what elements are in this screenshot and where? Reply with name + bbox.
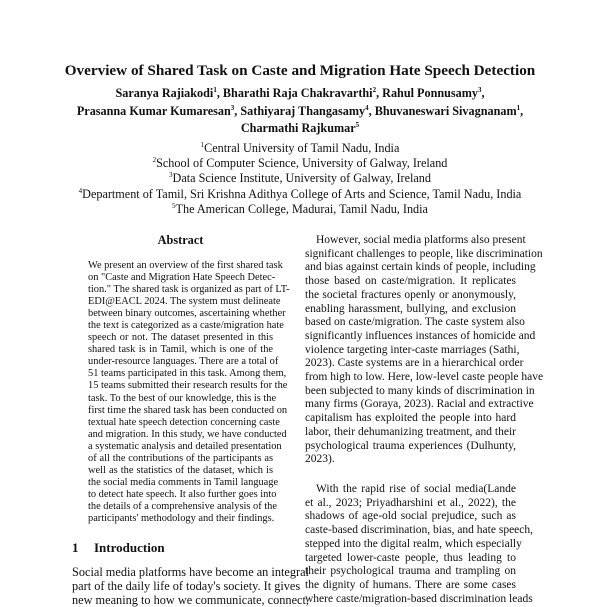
- affiliation: [20, 141, 580, 156]
- text-line: significant challenges to people, like discrimination: [305, 247, 543, 260]
- affiliation: [20, 171, 580, 186]
- text-line: We present an overview of the first shared task: [88, 260, 283, 271]
- text-line: part of the daily life of today's society. It gives: [72, 579, 301, 593]
- text-line: However, social media platforms also present: [316, 234, 526, 246]
- text-line: participants' methodology and their findings.: [88, 512, 275, 524]
- text-line: 2023).: [305, 453, 335, 466]
- affiliation-marker: 1: [213, 85, 217, 94]
- section-number: 1: [72, 540, 79, 555]
- section-heading-introduction: [72, 540, 165, 556]
- author-line: Prasanna Kumar Kumaresan$^3$, Sathiyaraj Thangasamy$^4$, Bhuvaneswari Sivagnanam$^1$,: [76, 103, 524, 118]
- author-name: Saranya Rajiakodi: [115, 86, 214, 100]
- text-line: first time the shared task has been conducted on: [88, 404, 288, 416]
- text-line: capitalism has exploited the people into hard: [305, 412, 516, 425]
- text-line: of all the contributions of the participants as: [88, 452, 273, 464]
- author-name: Prasanna Kumar Kumaresan: [76, 103, 231, 118]
- text-line: With the rapid rise of social media(Lande: [316, 483, 516, 495]
- text-line: under-resource languages. There are a total of: [88, 356, 279, 368]
- affiliation-marker: 1: [516, 103, 521, 112]
- affiliation-marker: 2: [372, 85, 377, 94]
- right-column-paragraph-1: [305, 234, 544, 467]
- affiliation-marker: 4: [365, 103, 369, 112]
- text-line: enabling harassment, bullying, and exclusion: [305, 302, 516, 315]
- text-line: EDI@EACL 2024. The system must delineate: [88, 296, 281, 308]
- author-line: Saranya Rajiakodi$^1$, Bharathi Raja Chakravarthi$^2$, Rahul Ponnusamy$^3$,: [115, 85, 485, 100]
- text-line: from high to low. Here, low-level caste people have: [305, 371, 544, 384]
- text-line: the details of a comprehensive analysis of the: [88, 500, 277, 512]
- text-line: many firms (Goraya, 2023). Racial and extractive: [305, 398, 534, 411]
- text-line: where caste/migration-based discrimination leads: [305, 592, 533, 605]
- affiliation: [20, 156, 580, 171]
- affiliation-marker: 5: [355, 120, 360, 129]
- text-line: caste-based discrimination, bias, and hate speech,: [305, 524, 534, 537]
- section-title: Introduction: [94, 540, 165, 555]
- affiliation-marker: 1: [200, 140, 205, 149]
- abstract-body: [88, 260, 290, 525]
- text-line: the dignity of humans. There are some cases: [305, 578, 516, 591]
- affiliation-list: [20, 141, 580, 217]
- author-name: Rahul Ponnusamy: [382, 86, 478, 100]
- text-line: between binary outcomes, ascertaining whether: [88, 308, 286, 320]
- affiliation-marker: 3: [169, 171, 173, 180]
- affiliation-marker: 3: [478, 85, 482, 94]
- text-line: targeted lower-caste people, thus leading to: [305, 551, 516, 564]
- paper-title: Overview of Shared Task on Caste and Migration Hate Speech Detection: [64, 62, 536, 79]
- text-line: speech or not. The dataset presented in this: [88, 332, 273, 344]
- introduction-body: [72, 565, 309, 607]
- text-line: to detect hate speech. It also further goes into: [88, 488, 277, 500]
- text-line: labor, their dehumanizing treatment, and their: [305, 425, 516, 438]
- text-line: the societal fractures openly or anonymously,: [305, 288, 516, 301]
- author-name: Bharathi Raja Chakravarthi: [222, 86, 373, 100]
- text-line: a systematic analysis and detailed presentation: [88, 440, 282, 452]
- text-line: on "Caste and Migration Hate Speech Detec-: [88, 272, 276, 284]
- text-line: been subjected to many kinds of discrimination in: [305, 384, 535, 397]
- text-line: 51 teams participated in this task. Among them,: [88, 368, 287, 380]
- text-line: task. To the best of our knowledge, this is the: [88, 392, 277, 404]
- affiliation-marker: 3: [230, 103, 235, 112]
- text-line: 2023). Caste systems are in a hierarchical order: [305, 357, 524, 370]
- text-line: tion." The shared task is organized as part of LT-: [88, 284, 290, 296]
- text-line: psychological trauma experiences (Dulhunty,: [305, 439, 516, 452]
- text-line: textual hate speech detection concerning caste: [88, 416, 280, 428]
- text-line: and migration. In this study, we have conducted: [88, 428, 287, 440]
- text-line: new meaning to how we communicate, connect,: [72, 593, 309, 607]
- affiliation: [20, 187, 580, 202]
- author-name: Bhuvaneswari Sivagnanam: [374, 103, 517, 118]
- affiliation-marker: 4: [78, 186, 83, 195]
- affiliation-marker: 2: [152, 156, 157, 165]
- affiliation-text: Data Science Institute, University of Galway, Ireland: [172, 171, 431, 186]
- text-line: well as the statistics of the dataset, which is: [88, 464, 273, 476]
- text-line: Social media platforms have become an integral: [72, 565, 309, 579]
- text-line: shadows of age-old social prejudice, such as: [305, 510, 516, 523]
- text-line: those based on caste/migration. It replicates: [305, 275, 516, 288]
- right-column-paragraph-2: [305, 483, 534, 606]
- text-line: 15 teams submitted their research results for the: [88, 380, 288, 392]
- text-line: the social media comments in Tamil language: [88, 476, 279, 488]
- text-line: significantly influences instances of homicide and: [305, 329, 536, 342]
- affiliation-text: Department of Tamil, Sri Krishna Adithya College of Arts and Science, Tamil Nadu, India: [82, 186, 522, 201]
- text-line: shared task is in Tamil, which is one of the: [88, 344, 273, 356]
- text-line: based on caste/migration. The caste system also: [305, 316, 525, 329]
- affiliation: [20, 202, 580, 217]
- affiliation-text: The American College, Madurai, Tamil Nadu, India: [175, 201, 428, 216]
- text-line: and bias against certain kinds of people, including: [305, 261, 536, 274]
- text-line: violence targeting inter-caste marriages (Sathi,: [305, 343, 520, 356]
- author-name: Charmathi Rajkumar: [240, 121, 356, 135]
- abstract-heading: Abstract: [157, 233, 204, 247]
- text-line: their psychological trauma and trampling on: [305, 565, 516, 578]
- text-line: the text is categorized as a caste/migration hate: [88, 320, 284, 332]
- affiliation-text: Central University of Tamil Nadu, India: [204, 141, 400, 155]
- author-list: [10, 85, 590, 138]
- text-line: stepped into the digital realm, which especially: [305, 537, 522, 550]
- affiliation-marker: 5: [172, 201, 176, 210]
- affiliation-text: School of Computer Science, University of Galway, Ireland: [156, 156, 448, 171]
- author-line: [10, 120, 590, 138]
- author-name: Sathiyaraj Thangasamy: [240, 103, 366, 118]
- text-line: et al., 2023; Priyadharshini et al., 2022), the: [305, 496, 516, 509]
